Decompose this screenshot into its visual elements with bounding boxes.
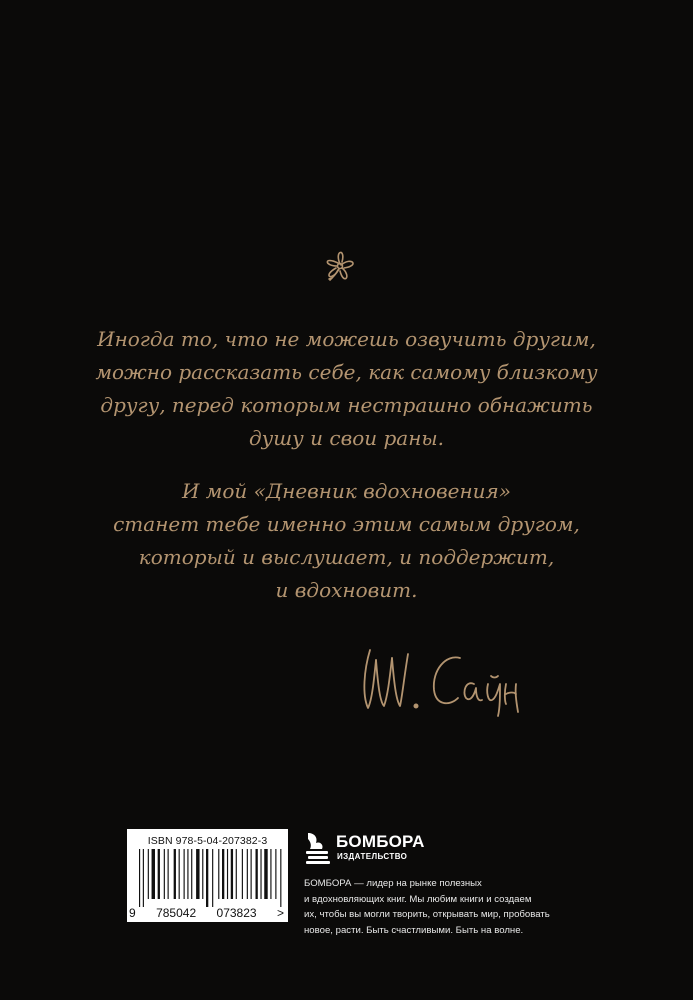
barcode-digit-group: 9 xyxy=(129,906,136,920)
flower-icon xyxy=(318,244,362,288)
isbn-barcode xyxy=(127,829,288,922)
barcode-digit-group: 785042 xyxy=(156,906,197,920)
quote-line: можно рассказать себе, как самому близкому xyxy=(95,360,598,384)
quote-paragraph-2 xyxy=(90,475,603,607)
quote-line: и вдохновит. xyxy=(275,578,418,602)
blurb-line: БОМБОРА — лидер на рынке полезных xyxy=(304,878,482,889)
barcode-digit-group: > xyxy=(276,906,284,920)
author-signature xyxy=(350,640,520,720)
quote-line: душу и свои раны. xyxy=(248,426,445,450)
blurb-line: новое, расти. Быть счастливыми. Быть на волне. xyxy=(304,924,524,936)
isbn-label: ISBN 978-5-04-207382-3 xyxy=(147,835,268,847)
publisher-name: БОМБОРА xyxy=(336,832,425,851)
barcode-digits xyxy=(127,906,288,920)
barcode-digit-group: 073823 xyxy=(216,906,257,920)
quote-line: И мой «Дневник вдохновения» xyxy=(181,479,512,503)
blurb-line: и вдохновляющих книг. Мы любим книги и создаем xyxy=(304,893,532,905)
blurb-line: их, чтобы вы могли творить, открывать мир, пробовать xyxy=(304,909,550,920)
publisher-logo-icon xyxy=(304,831,332,865)
barcode-bars xyxy=(131,849,283,907)
quote-line: который и выслушает, и поддержит, xyxy=(138,545,555,569)
publisher-subtitle: ИЗДАТЕЛЬСТВО xyxy=(337,852,408,861)
quote-line: другу, перед которым нестрашно обнажить xyxy=(100,393,593,417)
quote-line: станет тебе именно этим самым другом, xyxy=(113,512,580,536)
quote-line: Иногда то, что не можешь озвучить другим, xyxy=(97,327,596,351)
publisher-blurb xyxy=(304,876,574,938)
quote-paragraph-1 xyxy=(90,323,603,455)
